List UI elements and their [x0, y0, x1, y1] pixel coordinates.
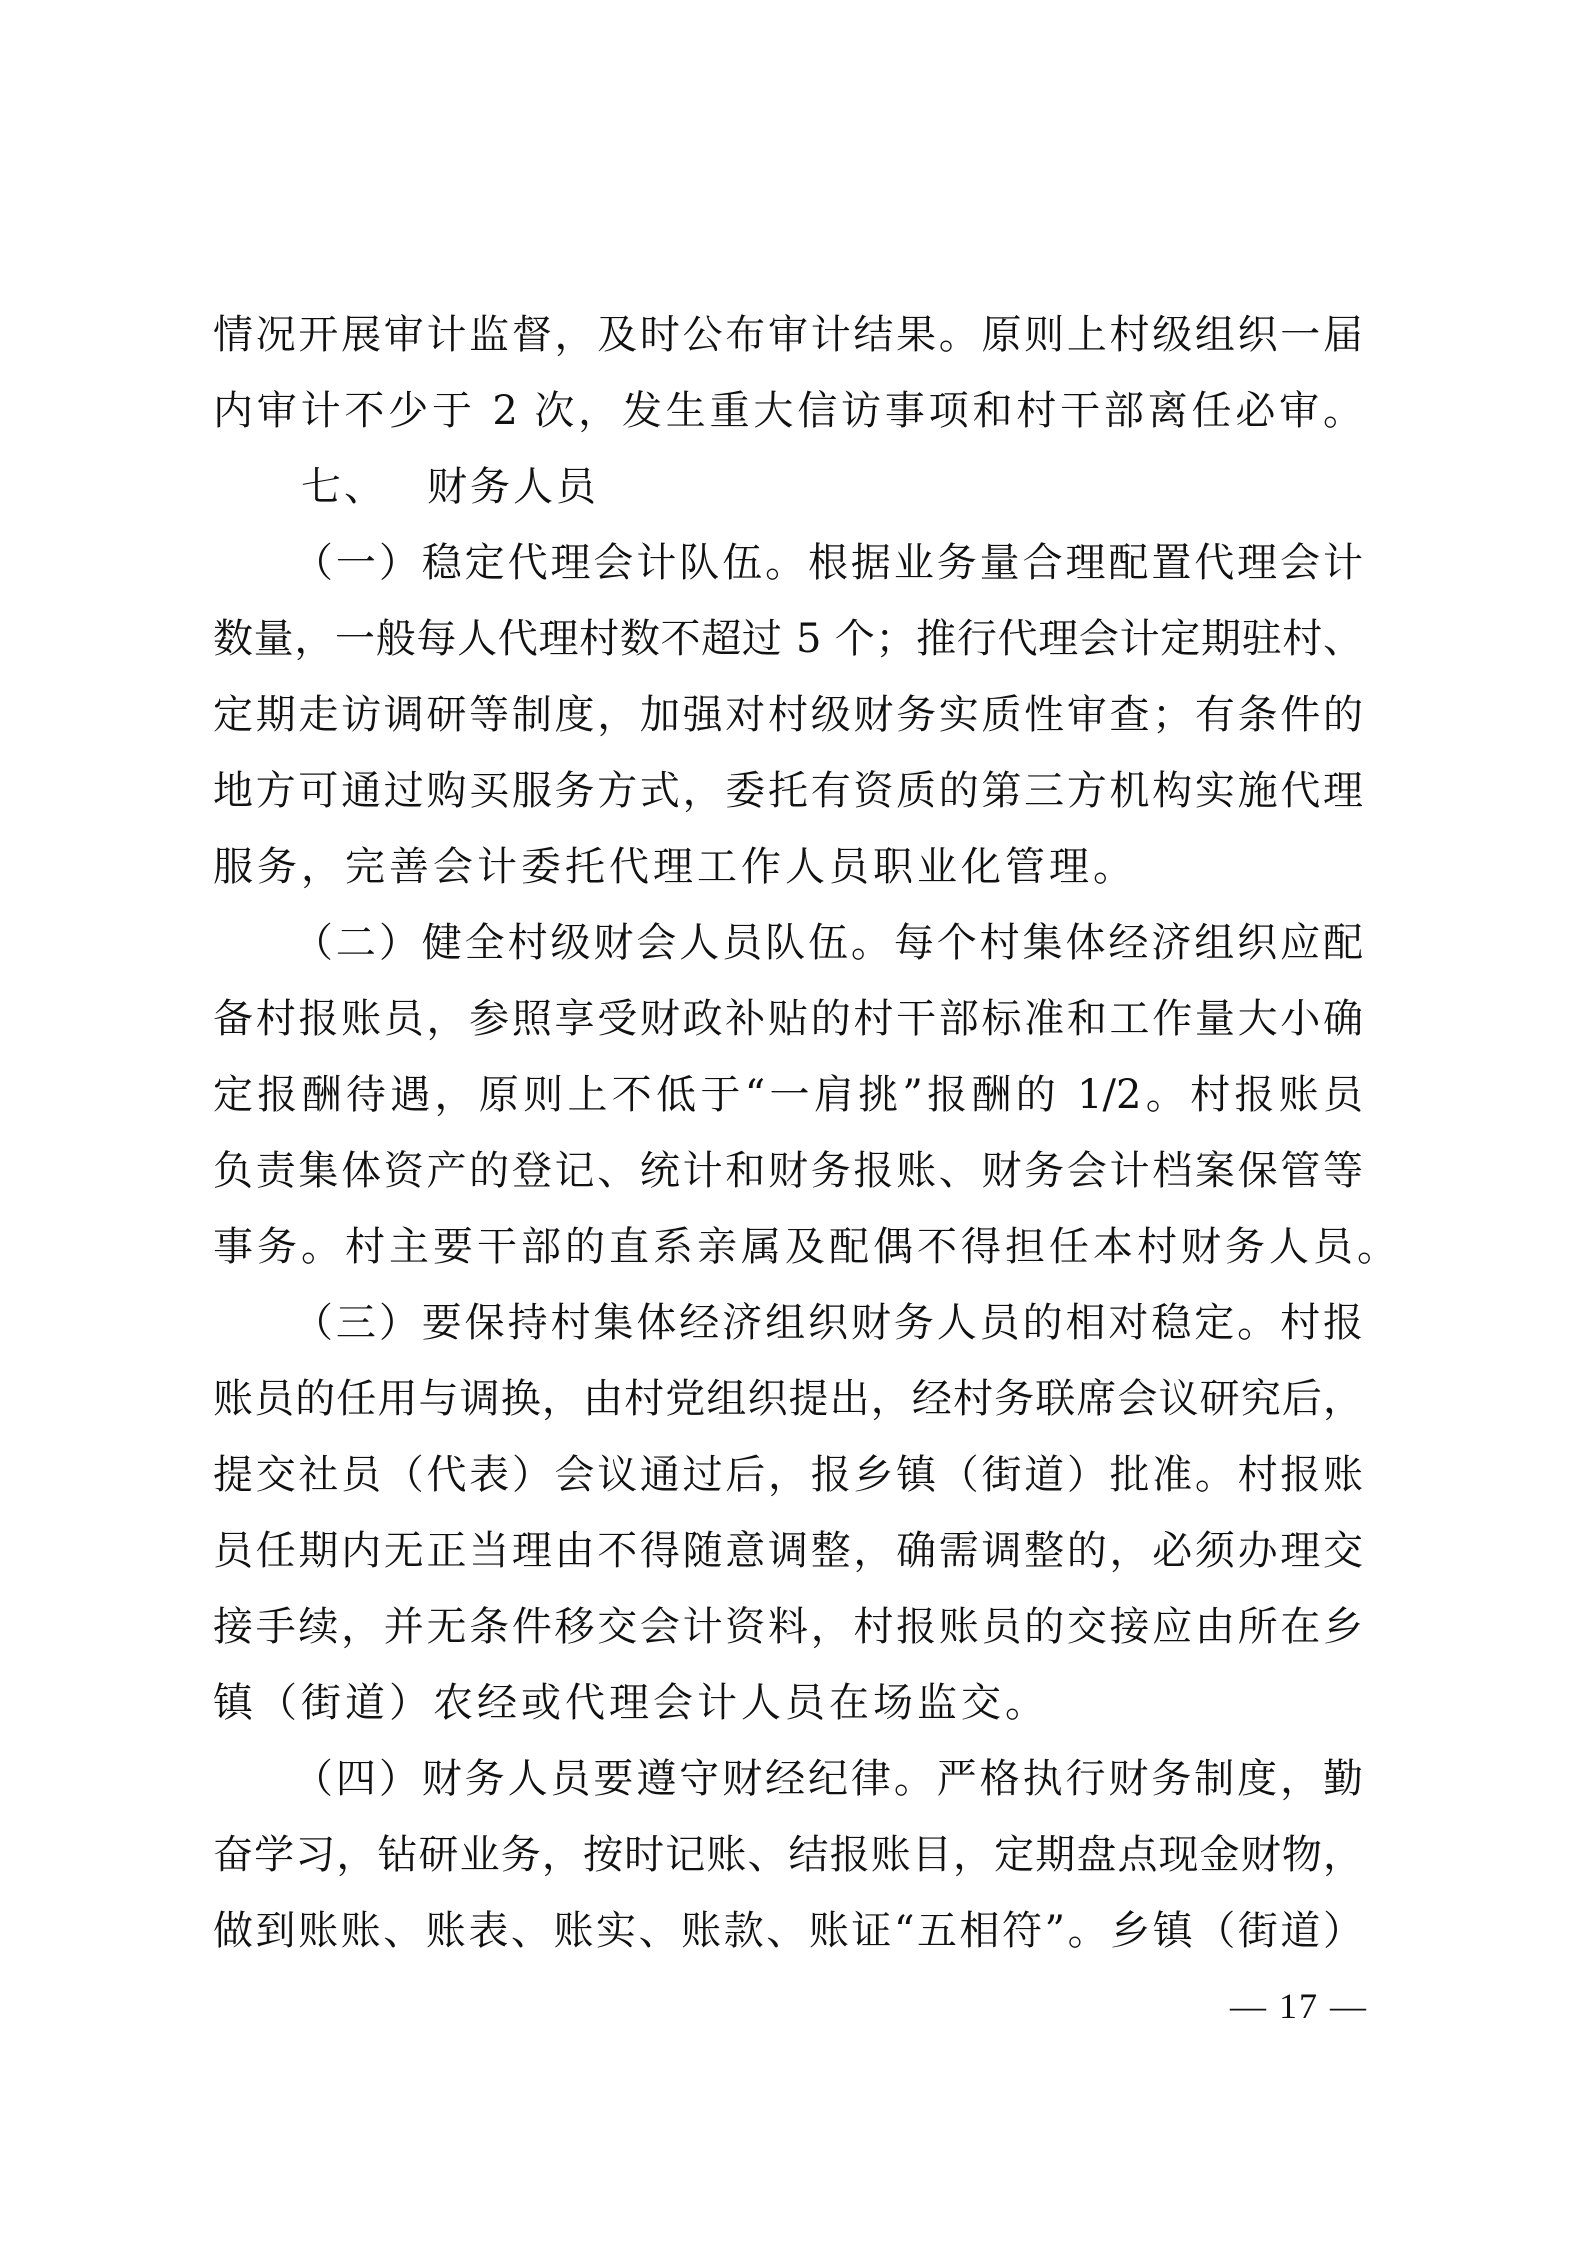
text-line: 服务，完善会计委托代理工作人员职业化管理。 — [213, 844, 1137, 890]
paragraph-financial-discipline — [213, 1741, 1363, 1969]
section-heading — [213, 449, 1363, 525]
section-title: 财务人员 — [427, 464, 599, 510]
text-line: 定期走访调研等制度，加强对村级财务实质性审查；有条件的 — [213, 692, 1363, 738]
text-line: 负责集体资产的登记、统计和财务报账、财务会计档案保管等 — [213, 1148, 1363, 1194]
text-line: 数量，一般每人代理村数不超过 5 个；推行代理会计定期驻村、 — [213, 616, 1363, 662]
text-line: 地方可通过购买服务方式，委托有资质的第三方机构实施代理 — [213, 768, 1363, 814]
text-line: 做到账账、账表、账实、账款、账证“五相符”。乡镇（街道） — [213, 1908, 1363, 1954]
text-line: （一）稳定代理会计队伍。根据业务量合理配置代理会计 — [293, 540, 1363, 586]
text-line: 接手续，并无条件移交会计资料，村报账员的交接应由所在乡 — [213, 1604, 1363, 1650]
page-number: — 17 — — [1230, 1986, 1368, 2026]
text-line: 奋学习，钻研业务，按时记账、结报账目，定期盘点现金财物， — [213, 1832, 1363, 1878]
document-body — [213, 297, 1401, 1969]
text-line: 镇（街道）农经或代理会计人员在场监交。 — [213, 1680, 1049, 1726]
paragraph-stabilize-agent-accountants — [213, 525, 1363, 905]
text-line: 员任期内无正当理由不得随意调整，确需调整的，必须办理交 — [213, 1528, 1363, 1574]
section-number: 七、 — [301, 464, 387, 510]
text-line: 提交社员（代表）会议通过后，报乡镇（街道）批准。村报账 — [213, 1452, 1363, 1498]
text-line: 内审计不少于 2 次，发生重大信访事项和村干部离任必审。 — [213, 388, 1363, 434]
text-line: 备村报账员，参照享受财政补贴的村干部标准和工作量大小确 — [213, 996, 1363, 1042]
text-line: （三）要保持村集体经济组织财务人员的相对稳定。村报 — [293, 1300, 1363, 1346]
text-line: 情况开展审计监督，及时公布审计结果。原则上村级组织一届 — [213, 312, 1363, 358]
paragraph-village-accounting-staff — [213, 905, 1401, 1285]
paragraph-staff-stability — [213, 1285, 1363, 1741]
text-line: 账员的任用与调换，由村党组织提出，经村务联席会议研究后， — [213, 1376, 1363, 1422]
text-line: （四）财务人员要遵守财经纪律。严格执行财务制度，勤 — [293, 1756, 1363, 1802]
text-line: （二）健全村级财会人员队伍。每个村集体经济组织应配 — [293, 920, 1363, 966]
text-line: 定报酬待遇，原则上不低于“一肩挑”报酬的 1/2。村报账员 — [213, 1072, 1363, 1118]
paragraph-intro — [213, 297, 1363, 449]
text-line: 事务。村主要干部的直系亲属及配偶不得担任本村财务人员。 — [213, 1224, 1401, 1270]
